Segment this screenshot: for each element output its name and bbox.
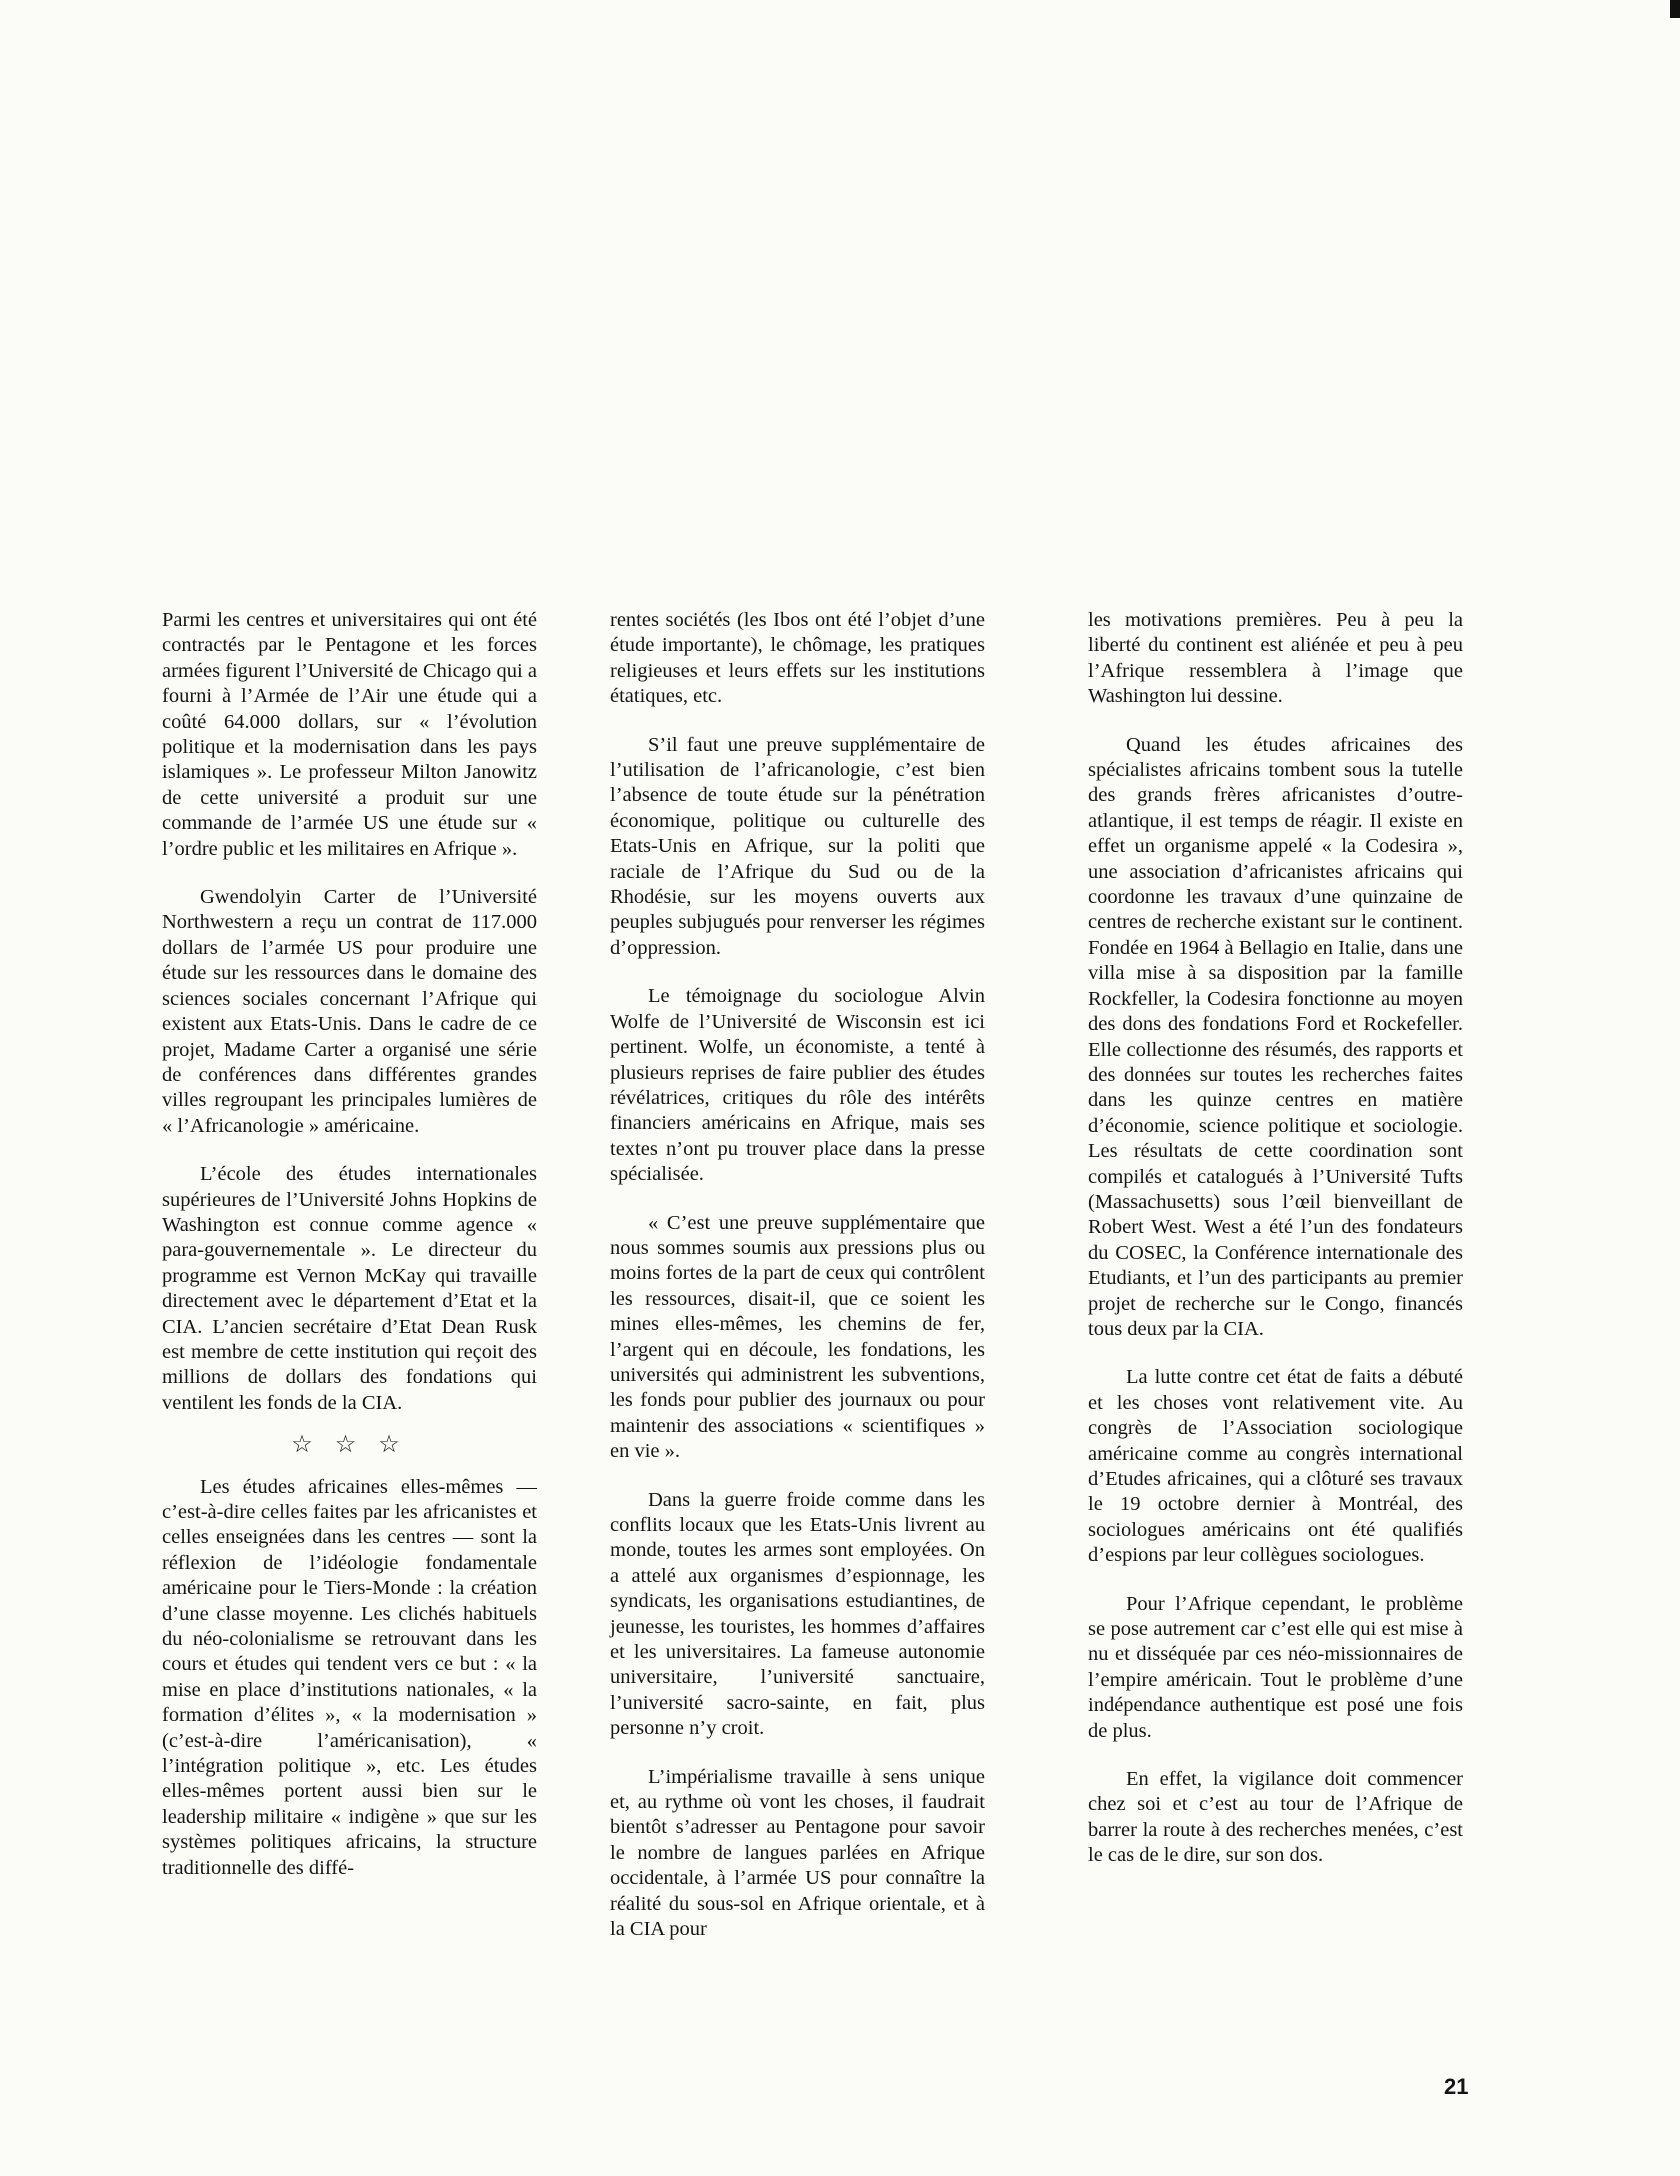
paragraph: Les études africaines elles-mêmes — c’est-à-dire celles faites par les africanistes et celles enseignées dans les centres — sont la réflexion de l’idéologie fondamentale américaine pour le Tiers-Monde : la création d’une classe moyenne. Les clichés habituels du néo-colonialisme se retrouvant dans les cours et études qui tendent vers ce but : « la mise en place d’institutions nationales, « la formation d’élites », « la modernisation » (c’est-à-dire l’américanisation), « l’intégration politique », etc. Les études elles-mêmes portent aussi bien sur le leadership militaire « indigène » que sur les systèmes politiques africains, la structure traditionnelle des diffé- [162, 1475, 537, 1879]
paragraph: Parmi les centres et universitaires qui ont été contractés par le Pentagone et les forces armées figurent l’Université de Chicago qui a fourni à l’Armée de l’Air une étude qui a coûté 64.000 dollars, sur « l’évolution politique et la modernisation dans les pays islamiques ». Le professeur Milton Janowitz de cette université a produit sur une commande de l’armée US une étude sur « l’ordre public et les militaires en Afrique ». [162, 609, 537, 860]
paragraph: « C’est une preuve supplémentaire que nous sommes soumis aux pressions plus ou moins fortes de la part de ceux qui contrôlent les ressources, disait-il, que ce soient les mines elles-mêmes, les chemins de fer, l’argent qui en découle, les fondations, les universités qui administrent les subventions, les fonds pour publier des journaux ou pour maintenir des associations « scientifiques » en vie ». [610, 1211, 985, 1463]
paragraph: L’école des études internationales supérieures de l’Université Johns Hopkins de Washington est connue comme agence « para-gouvernementale ». Le directeur du programme est Vernon McKay qui travaille directement avec le département d’Etat et la CIA. L’ancien secrétaire d’Etat Dean Rusk est membre de cette institution qui reçoit des millions de dollars des fondations qui ventilent les fonds de la CIA. [162, 1163, 537, 1414]
paragraph: rentes sociétés (les Ibos ont été l’objet d’une étude importante), le chômage, les pratiques religieuses et leurs effets sur les institutions étatiques, etc. [610, 609, 985, 708]
paragraph: Quand les études africaines des spécialistes africains tombent sous la tutelle des grands frères africanistes d’outre-atlantique, il est temps de réagir. Il existe en effet un organisme appelé « la Codesira », une association d’africanistes africains qui coordonne les travaux d’une quinzaine de centres de recherche existant sur le continent. Fondée en 1964 à Bellagio en Italie, dans une villa mise à sa disposition par la famille Rockfeller, la Codesira fonctionne au moyen des dons des fondations Ford et Rockefeller. Elle collectionne des résumés, des rapports et des données sur toutes les recherches faites dans les quinze centres en matière d’économie, science politique et sociologie. Les résultats de cette coordination sont compilés et catalogués à l’Université Tufts (Massachusetts) sous l’œil bienveillant de Robert West. West a été l’un des fondateurs du COSEC, la Conférence internationale des Etudiants, et l’un des participants au premier projet de recherche sur le Congo, financés tous deux par la CIA. [1088, 733, 1463, 1340]
corner-mark [1670, 0, 1680, 18]
paragraph: La lutte contre cet état de faits a débuté et les choses vont relativement vite. Au congrès de l’Association sociologique américaine comme au congrès international d’Etudes africaines, qui a clôturé ses travaux le 19 octobre dernier à Montréal, des sociologues américains ont été qualifiés d’espions par leur collègues sociologues. [1088, 1366, 1463, 1567]
paragraph: Dans la guerre froide comme dans les conflits locaux que les Etats-Unis livrent au monde, toutes les armes sont employées. On a attelé aux organismes d’espionnage, les syndicats, les organisations estudiantines, de jeunesse, les touristes, les hommes d’affaires et les universitaires. La fameuse autonomie universitaire, l’université sanctuaire, l’université sacro-sainte, en fait, plus personne n’y croit. [610, 1488, 985, 1740]
paragraph: L’impérialisme travaille à sens unique et, au rythme où vont les choses, il faudrait bientôt s’adresser au Pentagone pour savoir le nombre de langues parlées en Afrique occidentale, à l’armée US pour connaître la réalité du sous-sol en Afrique orientale, et à la CIA pour [610, 1765, 985, 1941]
paragraph: Gwendolyin Carter de l’Université Northwestern a reçu un contrat de 117.000 dollars de l’armée US pour produire une étude sur les ressources dans le domaine des sciences sociales concernant l’Afrique qui existent aux Etats-Unis. Dans le cadre de ce projet, Madame Carter a organisé une série de conférences dans différentes grandes villes regroupant les principales lumières de « l’Africanologie » américaine. [162, 886, 537, 1137]
paragraph: Pour l’Afrique cependant, le problème se pose autrement car c’est elle qui est mise à nu et disséquée par ces néo-missionnaires de l’empire américain. Tout le problème d’une indépendance authentique est posé une fois de plus. [1088, 1592, 1463, 1742]
paragraph: les motivations premières. Peu à peu la liberté du continent est aliénée et peu à peu l’Afrique ressemblera à l’image que Washington lui dessine. [1088, 609, 1463, 708]
column-2 [610, 608, 985, 1943]
page-number: 21 [1444, 2074, 1469, 2099]
article-body [0, 608, 1680, 2048]
column-1 [162, 608, 537, 1881]
section-separator: ☆ ☆ ☆ [291, 1432, 408, 1459]
paragraph: Le témoignage du sociologue Alvin Wolfe de l’Université de Wisconsin est ici pertinent. Wolfe, un économiste, a tenté à plusieurs reprises de faire publier des études révélatrices, critiques du rôle des intérêts financiers américains en Afrique, mais ses textes n’ont pu trouver place dans la presse spécialisée. [610, 985, 985, 1186]
column-3 [1088, 608, 1463, 1869]
paragraph: S’il faut une preuve supplémentaire de l’utilisation de l’africanologie, c’est bien l’absence de toute étude sur la pénétration économique, politique ou culturelle des Etats-Unis en Afrique, sur la politi que raciale de l’Afrique du Sud ou de la Rhodésie, sur les moyens ouverts aux peuples subjugués pour renverser les régimes d’oppression. [610, 733, 985, 959]
paragraph: En effet, la vigilance doit commencer chez soi et c’est au tour de l’Afrique de barrer la route à des recherches menées, c’est le cas de le dire, sur son dos. [1088, 1768, 1463, 1867]
